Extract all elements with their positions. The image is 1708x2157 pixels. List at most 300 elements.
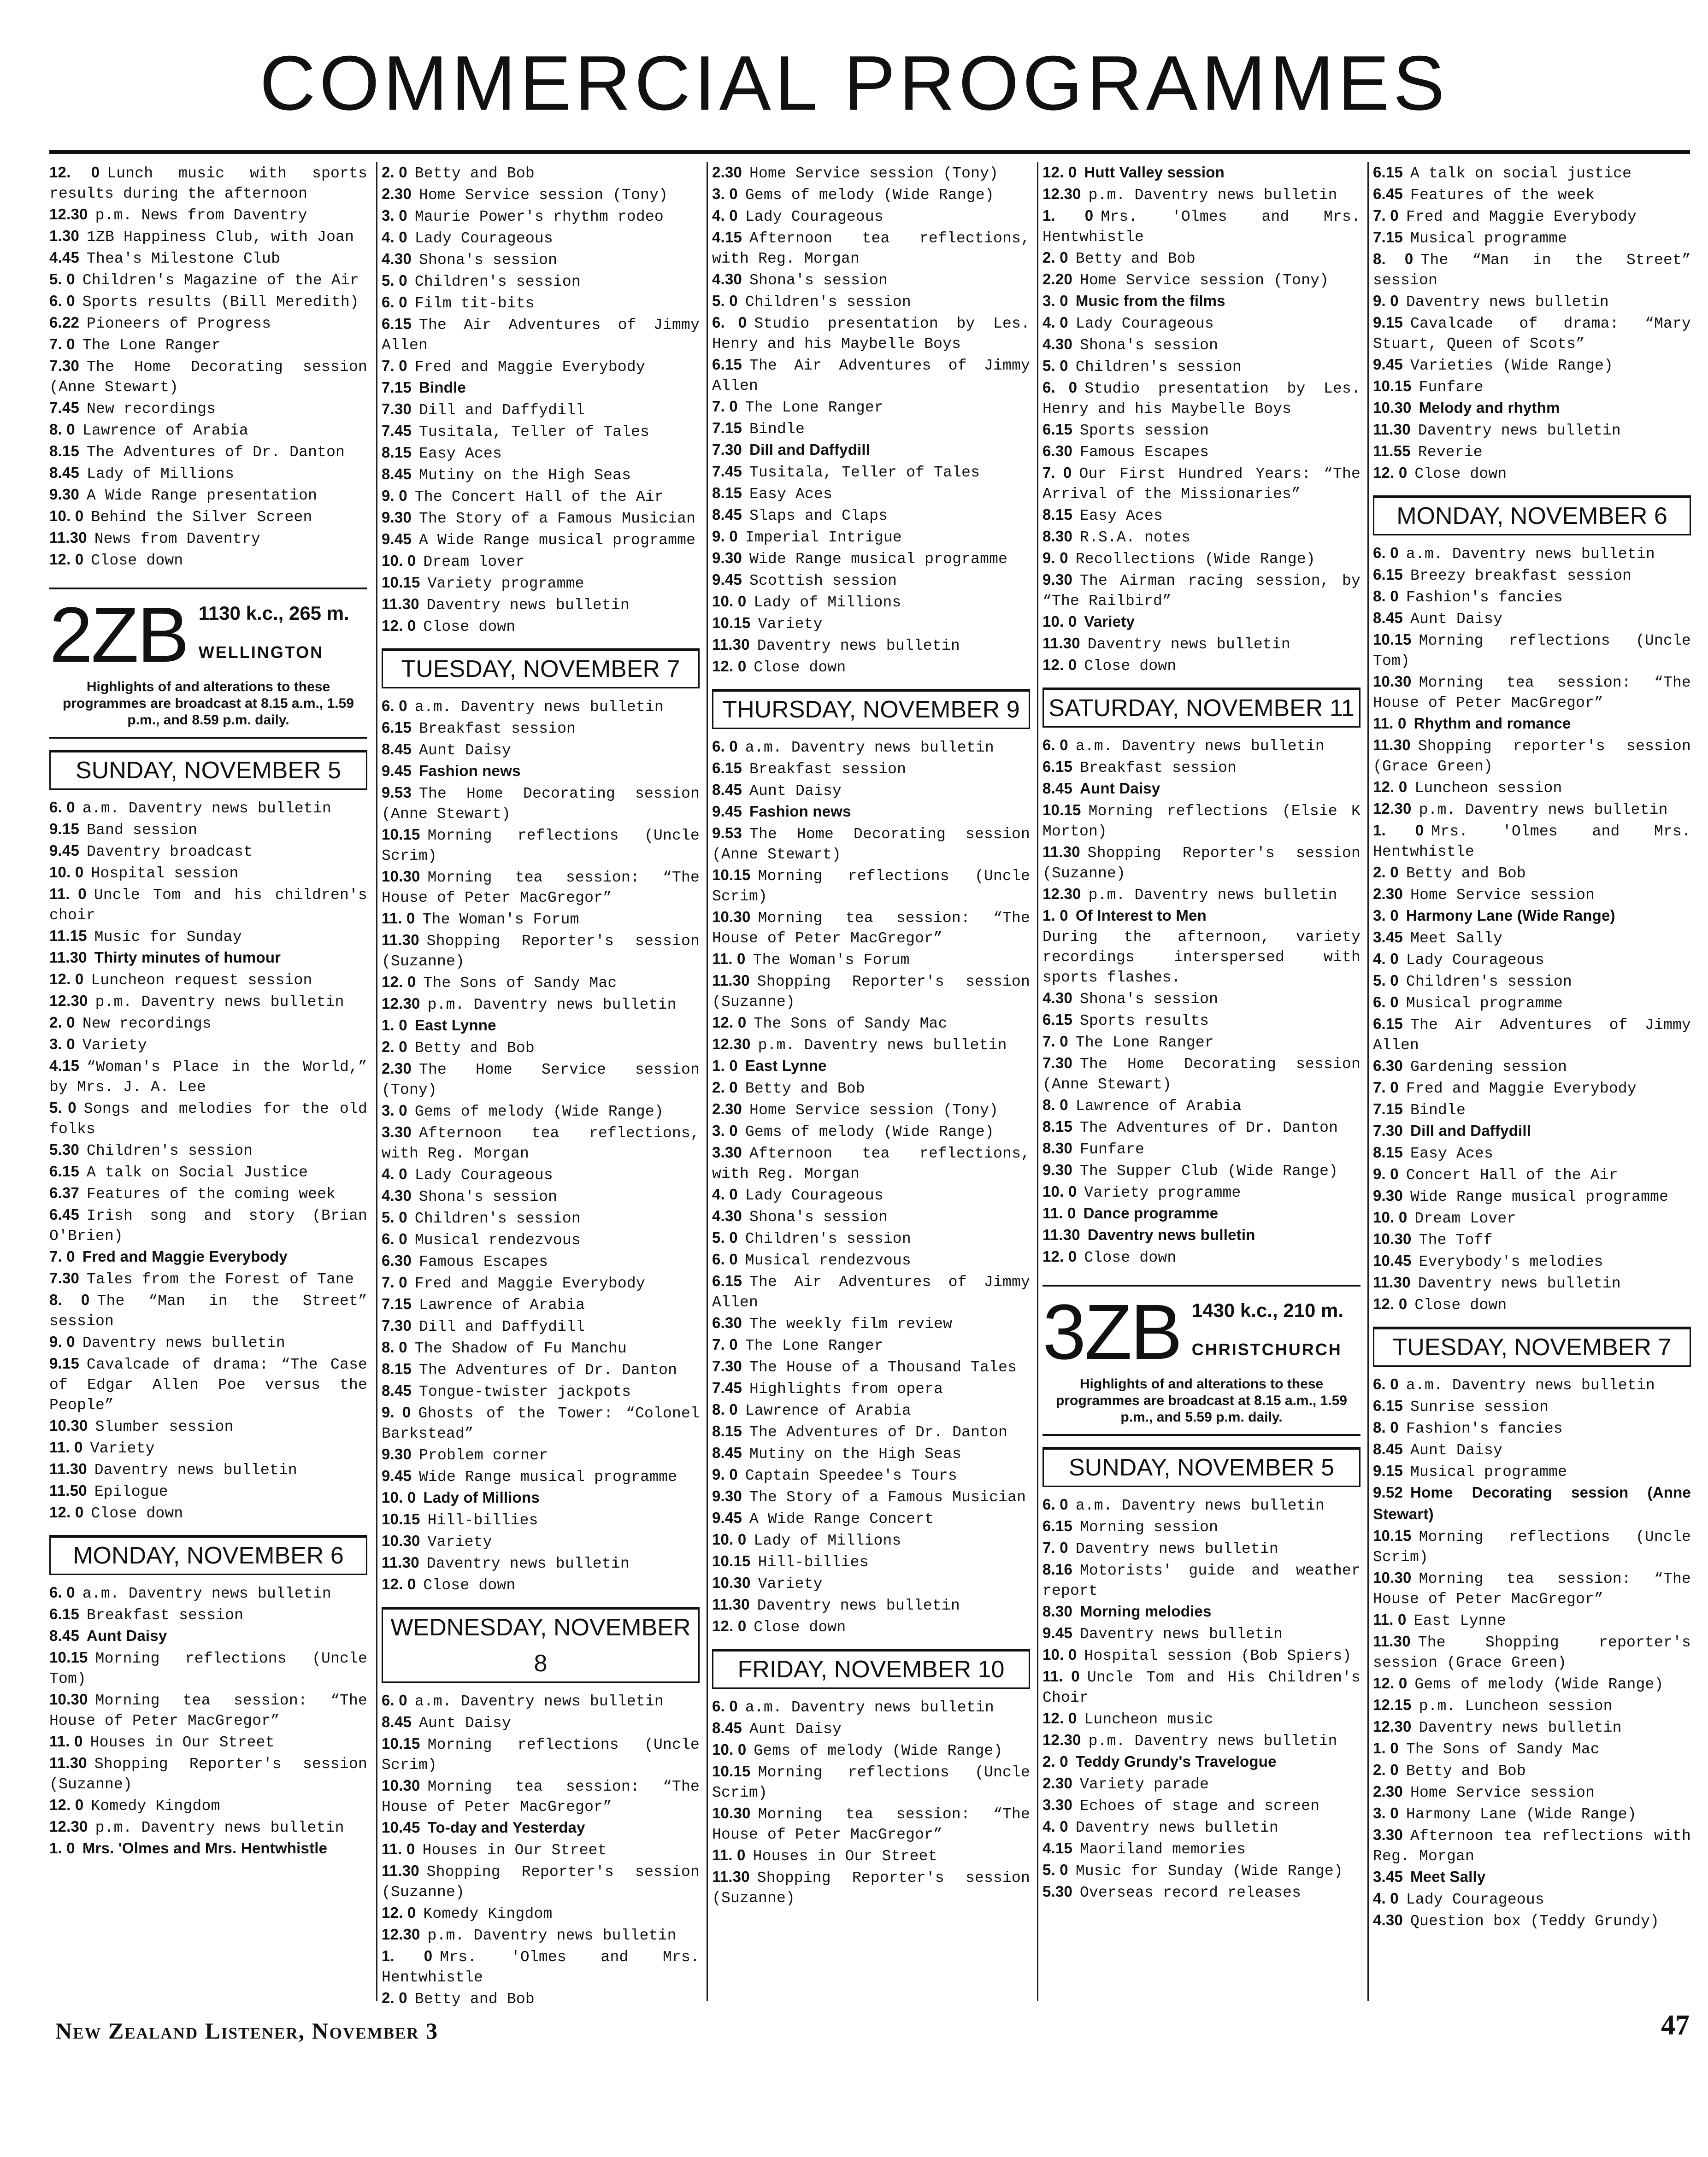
programme-entry xyxy=(712,1356,1030,1378)
programme-title: Houses in Our Street xyxy=(90,1734,275,1751)
programme-entry xyxy=(1373,1781,1691,1803)
programme-title: Breakfast session xyxy=(1080,759,1237,776)
programme-time: 12. 0 xyxy=(1042,656,1077,673)
programme-time: 10. 0 xyxy=(49,507,84,524)
programme-title: Betty and Bob xyxy=(414,1040,535,1057)
programme-time: 6. 0 xyxy=(1042,736,1068,753)
programme-entry xyxy=(49,1816,367,1838)
programme-time: 6.15 xyxy=(1373,566,1403,583)
programme-title: Motorists' guide and weather report xyxy=(1042,1562,1361,1599)
programme-time: 9.45 xyxy=(382,762,412,779)
programme-time: 4.30 xyxy=(712,1207,742,1224)
programme-title: Close down xyxy=(754,659,846,676)
programme-title: Variety xyxy=(90,1440,155,1457)
programme-entry xyxy=(49,1353,367,1416)
programme-entry xyxy=(1042,633,1361,655)
programme-entry xyxy=(382,866,700,908)
programme-entry xyxy=(49,1481,367,1502)
programme-title: Sunrise session xyxy=(1410,1399,1549,1416)
programme-title: Morning reflections (Uncle Tom) xyxy=(49,1650,367,1687)
programme-time: 5. 0 xyxy=(712,292,738,309)
programme-entry xyxy=(1042,419,1361,441)
programme-entry xyxy=(382,717,700,739)
programme-entry xyxy=(712,635,1030,656)
programme-entry xyxy=(382,1186,700,1207)
programme-title: Music for Sunday xyxy=(94,929,242,946)
programme-time: 2. 0 xyxy=(49,1014,75,1031)
programme-entry xyxy=(712,206,1030,227)
programme-entry xyxy=(712,1056,1030,1077)
programme-title: Shona's session xyxy=(749,1209,888,1226)
column-divider xyxy=(376,162,377,2001)
programme-time: 8.30 xyxy=(1042,528,1073,545)
programme-entry xyxy=(712,570,1030,591)
programme-title: Funfare xyxy=(1080,1141,1145,1158)
programme-time: 8.30 xyxy=(1042,1603,1073,1620)
programme-title: Meet Sally xyxy=(1410,930,1503,947)
programme-entry xyxy=(382,1402,700,1444)
programme-entry xyxy=(1373,398,1691,419)
programme-title: Variety xyxy=(427,1534,492,1551)
programme-time: 12. 0 xyxy=(1373,1295,1408,1312)
programme-entry xyxy=(1373,564,1691,586)
programme-time: 4. 0 xyxy=(382,1165,407,1182)
programme-entry xyxy=(382,486,700,507)
programme-title: New recordings xyxy=(82,1015,212,1032)
programme-title: Morning reflections (Uncle Tom) xyxy=(1373,632,1691,670)
programme-title: Hill-billies xyxy=(427,1512,538,1529)
programme-time: 6.37 xyxy=(49,1184,80,1201)
programme-entry xyxy=(49,441,367,463)
programme-title: Morning tea session: “The House of Peter MacGregor” xyxy=(712,1806,1030,1843)
programme-title: Shopping Reporter's session (Suzanne) xyxy=(382,933,700,970)
programme-entry xyxy=(49,463,367,484)
programme-title: Tusitala, Teller of Tales xyxy=(749,464,980,481)
programme-time: 11.15 xyxy=(49,927,87,944)
programme-time: 8.15 xyxy=(1042,506,1073,523)
programme-title: Luncheon session xyxy=(1414,780,1562,797)
programme-time: 12. 0 xyxy=(712,1617,747,1634)
programme-title: Home Service session (Tony) xyxy=(749,165,999,182)
programme-title: Children's session xyxy=(87,1142,253,1159)
programme-title: Dream lover xyxy=(423,553,525,570)
programme-title: Daventry news bulletin xyxy=(757,637,960,654)
programme-title: a.m. Daventry news bulletin xyxy=(1406,546,1655,563)
programme-title: Variety xyxy=(1084,613,1135,630)
column-divider xyxy=(707,162,708,2001)
programme-entry xyxy=(712,227,1030,269)
programme-entry xyxy=(712,1313,1030,1334)
programme-title: Question box (Teddy Grundy) xyxy=(1410,1913,1660,1930)
programme-entry xyxy=(712,312,1030,354)
programme-title: The House of a Thousand Tales xyxy=(749,1359,1017,1376)
programme-entry xyxy=(382,594,700,616)
programme-title: Behind the Silver Screen xyxy=(91,509,312,526)
programme-title: Shopping reporter's session (Grace Green) xyxy=(1373,738,1691,775)
programme-title: Close down xyxy=(754,1619,846,1636)
programme-entry xyxy=(712,1399,1030,1421)
programme-time: 2. 0 xyxy=(382,1038,407,1055)
programme-time: 6. 0 xyxy=(712,738,738,755)
programme-entry xyxy=(1042,247,1361,269)
programme-title: Betty and Bob xyxy=(414,165,535,182)
programme-title: Thea's Milestone Club xyxy=(87,250,281,267)
programme-entry xyxy=(1042,1160,1361,1181)
programme-title: p.m. News from Daventry xyxy=(95,207,307,224)
programme-title: Musical rendezvous xyxy=(414,1232,581,1249)
programme-title: Of Interest to Men xyxy=(1075,907,1207,924)
programme-entry xyxy=(382,529,700,551)
programme-title: Children's session xyxy=(1406,973,1572,990)
programme-time: 12. 0 xyxy=(49,970,84,987)
programme-title: Tongue-twister jackpots xyxy=(419,1383,631,1400)
programme-title: The Adventures of Dr. Danton xyxy=(87,444,345,461)
programme-title: 1ZB Happiness Club, with Joan xyxy=(87,229,354,246)
programme-title: The Sons of Sandy Mac xyxy=(1406,1741,1600,1758)
programme-title: Ghosts of the Tower: “Colonel Barkstead” xyxy=(382,1405,700,1442)
programme-time: 7.15 xyxy=(712,419,742,436)
programme-entry xyxy=(1373,671,1691,713)
programme-time: 7. 0 xyxy=(1042,464,1072,481)
programme-entry xyxy=(1373,1396,1691,1417)
programme-title: Afternoon tea reflections with Reg. Morgan xyxy=(1373,1828,1691,1865)
programme-title: Luncheon music xyxy=(1084,1711,1213,1728)
programme-title: Gems of melody (Wide Range) xyxy=(754,1742,1003,1759)
programme-entry xyxy=(1042,1117,1361,1138)
programme-entry xyxy=(712,1271,1030,1313)
programme-title: Daventry news bulletin xyxy=(94,1462,297,1479)
programme-entry xyxy=(49,1098,367,1140)
programme-entry xyxy=(1042,884,1361,905)
programme-entry xyxy=(1373,376,1691,398)
programme-time: 7. 0 xyxy=(1373,207,1399,224)
programme-entry xyxy=(382,464,700,486)
programme-time: 8.45 xyxy=(1042,780,1073,797)
programme-entry xyxy=(1373,1164,1691,1186)
programme-entry xyxy=(1373,162,1691,184)
programme-time: 10.15 xyxy=(1042,801,1081,818)
programme-time: 4.45 xyxy=(49,249,80,266)
programme-title: Aunt Daisy xyxy=(1410,1442,1503,1459)
programme-title: Music for Sunday (Wide Range) xyxy=(1075,1863,1343,1880)
programme-time: 7. 0 xyxy=(712,398,738,415)
programme-entry xyxy=(382,314,700,356)
programme-time: 10.15 xyxy=(382,826,420,843)
programme-entry xyxy=(1373,1825,1691,1867)
programme-time: 8.45 xyxy=(712,1444,742,1461)
programme-title: Everybody's melodies xyxy=(1419,1253,1603,1270)
programme-entry xyxy=(49,819,367,840)
programme-title: Close down xyxy=(423,618,516,635)
programme-title: p.m. Daventry news bulletin xyxy=(1088,887,1337,904)
programme-entry xyxy=(1373,629,1691,671)
programme-title: Dill and Daffydill xyxy=(749,441,871,458)
programme-time: 5. 0 xyxy=(712,1229,738,1246)
programme-time: 8. 0 xyxy=(1373,1419,1399,1436)
programme-entry xyxy=(1373,862,1691,884)
programme-entry xyxy=(1373,291,1691,312)
programme-title: Morning tea session: “The House of Peter MacGregor” xyxy=(49,1692,367,1729)
programme-title: Lady Courageous xyxy=(1406,952,1544,969)
programme-title: The Air Adventures of Jimmy Allen xyxy=(712,357,1030,394)
programme-title: R.S.A. notes xyxy=(1080,529,1191,546)
programme-entry xyxy=(1042,1225,1361,1246)
programme-title: Gems of melody (Wide Range) xyxy=(745,1123,994,1140)
programme-time: 2. 0 xyxy=(1042,1753,1068,1770)
programme-time: 10.30 xyxy=(712,908,751,925)
programme-time: 7.45 xyxy=(49,399,80,416)
programme-title: Daventry news bulletin xyxy=(426,1555,630,1572)
programme-time: 4. 0 xyxy=(1042,314,1068,331)
programme-time: 4.30 xyxy=(382,1187,412,1204)
day-heading: MONDAY, NOVEMBER 6 xyxy=(49,1535,367,1575)
programme-title: Lady of Millions xyxy=(423,1489,540,1506)
programme-time: 6.22 xyxy=(49,314,80,331)
programme-time: 7. 0 xyxy=(49,1248,75,1265)
programme-entry xyxy=(712,656,1030,678)
programme-entry xyxy=(49,247,367,269)
programme-title: Lady of Millions xyxy=(754,594,901,611)
programme-time: 10. 0 xyxy=(1373,1209,1408,1226)
programme-entry xyxy=(1373,543,1691,564)
programme-entry xyxy=(382,1509,700,1531)
programme-time: 10. 0 xyxy=(1042,613,1077,630)
programme-entry xyxy=(49,1290,367,1332)
programme-entry xyxy=(382,184,700,206)
programme-title: Betty and Bob xyxy=(414,1991,535,2008)
programme-time: 11.30 xyxy=(382,931,419,948)
programme-entry xyxy=(1042,526,1361,548)
programme-time: 8. 0 xyxy=(49,421,75,438)
programme-time: 9.45 xyxy=(1042,1624,1073,1641)
programme-time: 10.45 xyxy=(382,1819,420,1836)
programme-entry xyxy=(49,969,367,991)
programme-time: 12.30 xyxy=(382,1926,420,1943)
programme-entry xyxy=(712,1867,1030,1909)
programme-time: 8.30 xyxy=(1042,1140,1073,1157)
programme-title: Tales from the Forest of Tane xyxy=(87,1271,354,1288)
programme-entry xyxy=(1042,655,1361,676)
programme-time: 8.15 xyxy=(1373,1144,1403,1161)
programme-title: East Lynne xyxy=(745,1057,827,1074)
programme-entry xyxy=(712,1378,1030,1399)
programme-time: 10.30 xyxy=(1373,673,1412,690)
programme-entry xyxy=(1042,184,1361,206)
programme-time: 6. 0 xyxy=(712,314,747,331)
programme-title: Fred and Maggie Everybody xyxy=(414,1275,645,1292)
programme-title: Afternoon tea reflections, with Reg. Morgan xyxy=(382,1125,700,1162)
programme-entry xyxy=(49,1459,367,1481)
programme-time: 5. 0 xyxy=(1042,1861,1068,1878)
programme-entry xyxy=(49,840,367,862)
programme-time: 12. 0 xyxy=(49,164,100,181)
programme-title: Melody and rhythm xyxy=(1419,399,1560,416)
programme-time: 10. 0 xyxy=(1042,1183,1077,1200)
programme-title: Musical rendezvous xyxy=(745,1252,911,1269)
programme-entry xyxy=(382,1337,700,1359)
programme-time: 6.15 xyxy=(1042,1517,1073,1534)
programme-title: Bindle xyxy=(419,379,466,396)
programme-time: 11. 0 xyxy=(49,885,87,902)
programme-title: Gems of melody (Wide Range) xyxy=(745,187,994,204)
programme-time: 11.30 xyxy=(712,1596,750,1613)
programme-time: 5. 0 xyxy=(1042,357,1068,374)
programme-title: East Lynne xyxy=(414,1017,496,1034)
programme-entry xyxy=(1042,291,1361,312)
programme-entry xyxy=(1042,611,1361,633)
programme-time: 10.15 xyxy=(382,1735,420,1752)
programme-time: 8. 0 xyxy=(49,1291,90,1308)
programme-entry xyxy=(1373,184,1691,206)
programme-time: 3. 0 xyxy=(382,207,407,224)
programme-title: Lady Courageous xyxy=(414,1167,553,1184)
programme-time: 9. 0 xyxy=(382,487,407,504)
programme-entry xyxy=(382,356,700,377)
programme-title: Morning tea session: “The House of Peter MacGregor” xyxy=(1373,1570,1691,1608)
programme-title: a.m. Daventry news bulletin xyxy=(414,1693,664,1710)
programme-entry xyxy=(49,1205,367,1246)
programme-time: 1. 0 xyxy=(1042,207,1094,224)
programme-entry xyxy=(382,1817,700,1839)
programme-title: The Air Adventures of Jimmy Allen xyxy=(382,317,700,354)
programme-entry xyxy=(712,1803,1030,1845)
programme-time: 10.15 xyxy=(712,866,751,883)
programme-title: Aunt Daisy xyxy=(419,1715,512,1732)
programme-title: The Toff xyxy=(1419,1232,1493,1249)
programme-entry xyxy=(712,269,1030,291)
programme-entry xyxy=(49,862,367,884)
programme-time: 12. 0 xyxy=(382,973,416,990)
programme-title: Cavalcade of drama: “Mary Stuart, Queen of Scots” xyxy=(1373,315,1691,353)
programme-time: 5. 0 xyxy=(382,1209,407,1226)
programme-entry xyxy=(1042,842,1361,884)
programme-time: 3.30 xyxy=(382,1123,412,1140)
programme-time: 6.15 xyxy=(1373,1397,1403,1414)
programme-entry xyxy=(712,548,1030,570)
programme-time: 1. 0 xyxy=(1373,1740,1399,1757)
programme-title: Betty and Bob xyxy=(745,1080,865,1097)
programme-time: 8.45 xyxy=(1373,609,1403,626)
day-heading: THURSDAY, NOVEMBER 9 xyxy=(712,689,1030,729)
programme-title: “Woman's Place in the World,” by Mrs. J. A. Lee xyxy=(49,1058,367,1096)
programme-time: 10.30 xyxy=(1373,1230,1412,1247)
programme-entry xyxy=(1373,1229,1691,1251)
programme-title: Variety xyxy=(82,1037,147,1054)
programme-title: Houses in Our Street xyxy=(753,1848,937,1865)
programme-entry xyxy=(1373,1121,1691,1142)
programme-time: 10.45 xyxy=(1373,1252,1412,1269)
programme-time: 7.45 xyxy=(382,422,412,439)
programme-entry xyxy=(382,782,700,824)
programme-title: Daventry broadcast xyxy=(87,843,253,860)
programme-time: 9.45 xyxy=(712,803,742,820)
programme-title: Sports results (Bill Meredith) xyxy=(82,294,359,311)
programme-entry xyxy=(382,930,700,972)
programme-title: Gems of melody (Wide Range) xyxy=(1414,1676,1664,1693)
programme-title: Aunt Daisy xyxy=(1080,780,1160,797)
programme-time: 12. 0 xyxy=(1373,778,1408,795)
programme-entry xyxy=(1373,1439,1691,1461)
programme-entry xyxy=(49,398,367,419)
programme-entry xyxy=(382,507,700,529)
programme-time: 9.15 xyxy=(1373,314,1403,331)
programme-entry xyxy=(1373,1760,1691,1781)
programme-title: Cavalcade of drama: “The Case of Edgar Allen Poe versus the People” xyxy=(49,1356,367,1414)
programme-time: 9.30 xyxy=(49,486,80,503)
programme-entry xyxy=(382,972,700,993)
programme-title: The Air Adventures of Jimmy Allen xyxy=(712,1274,1030,1311)
programme-title: Studio presentation by Les. Henry and his Maybelle Boys xyxy=(712,315,1030,353)
programme-time: 2. 0 xyxy=(712,1079,738,1096)
programme-time: 7.30 xyxy=(382,1317,412,1334)
programme-title: Home Decorating session (Anne Stewart) xyxy=(1373,1484,1691,1522)
programme-time: 12. 0 xyxy=(1373,1675,1408,1692)
programme-time: 11. 0 xyxy=(1042,1668,1080,1685)
programme-entry xyxy=(1042,1031,1361,1053)
programme-entry xyxy=(712,1142,1030,1184)
programme-title: Betty and Bob xyxy=(1075,250,1196,267)
programme-entry xyxy=(1373,463,1691,484)
programme-title: Easy Aces xyxy=(419,445,502,462)
programme-entry xyxy=(382,1903,700,1924)
programme-title: p.m. Daventry news bulletin xyxy=(427,996,677,1013)
programme-title: Dill and Daffydill xyxy=(419,1318,585,1335)
programme-entry xyxy=(1373,312,1691,354)
programme-title: Fashion news xyxy=(419,762,521,779)
programme-time: 12. 0 xyxy=(1042,1248,1077,1265)
programme-entry xyxy=(382,1775,700,1817)
programme-entry xyxy=(712,1334,1030,1356)
programme-title: Home Service session (Tony) xyxy=(749,1102,999,1119)
programme-time: 4.30 xyxy=(712,270,742,288)
programme-entry xyxy=(382,292,700,314)
programme-entry xyxy=(49,1689,367,1731)
programme-entry xyxy=(1373,777,1691,799)
programme-title: p.m. Daventry news bulletin xyxy=(1088,1733,1337,1750)
programme-entry xyxy=(712,1696,1030,1718)
programme-time: 7.15 xyxy=(1373,229,1403,246)
programme-time: 11.30 xyxy=(712,636,750,653)
programme-title: Aunt Daisy xyxy=(749,782,842,799)
programme-entry xyxy=(1373,1186,1691,1207)
programme-time: 12. 0 xyxy=(712,658,747,675)
programme-title: Afternoon tea reflections, with Reg. Morgan xyxy=(712,1145,1030,1182)
programme-time: 7.30 xyxy=(49,357,80,374)
programme-title: Highlights from opera xyxy=(749,1381,943,1398)
programme-title: The Story of a Famous Musician xyxy=(419,510,696,527)
programme-time: 7.30 xyxy=(1042,1054,1073,1071)
programme-title: The Lone Ranger xyxy=(1075,1034,1214,1051)
day-heading: SATURDAY, NOVEMBER 11 xyxy=(1042,688,1361,728)
programme-entry xyxy=(1042,505,1361,526)
programme-title: p.m. Daventry news bulletin xyxy=(758,1037,1007,1054)
programme-time: 6. 0 xyxy=(382,1230,407,1247)
programme-title: A Wide Range presentation xyxy=(87,487,318,504)
station-note: Highlights of and alterations to these programmes are broadcast at 8.15 a.m., 1.59 p.m., and 8.59 p.m. daily. xyxy=(63,679,354,728)
column-divider xyxy=(1367,162,1369,2001)
programme-entry xyxy=(1042,1645,1361,1666)
programme-time: 3.45 xyxy=(1373,1868,1403,1885)
programme-time: 6.15 xyxy=(1373,164,1403,181)
programme-title: Lawrence of Arabia xyxy=(1075,1098,1242,1115)
programme-entry xyxy=(1042,1053,1361,1095)
programme-time: 2.20 xyxy=(1042,270,1073,288)
programme-time: 10. 0 xyxy=(1042,1646,1077,1663)
programme-entry xyxy=(1042,1816,1361,1838)
programme-time: 1. 0 xyxy=(1042,907,1068,924)
programme-time: 3. 0 xyxy=(382,1102,407,1119)
programme-time: 8.16 xyxy=(1042,1561,1073,1578)
